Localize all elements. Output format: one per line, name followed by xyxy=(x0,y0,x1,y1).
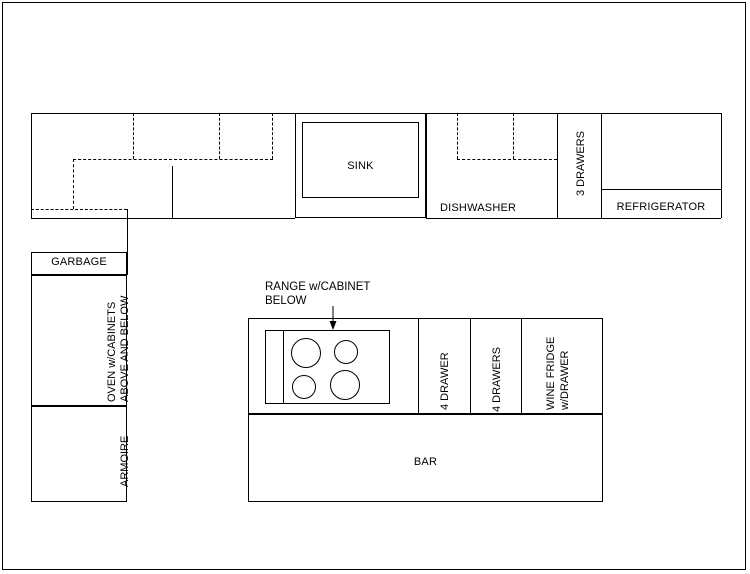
upper-cabinet-divider-dashed-4 xyxy=(457,113,458,159)
upper-cabinet-lower-dashed xyxy=(31,209,127,210)
drawers-3-label: 3 DRAWERS xyxy=(575,131,587,196)
sink-label: SINK xyxy=(347,160,374,172)
armoire-label: ARMOIRE xyxy=(119,435,131,487)
wine-fridge-left-edge xyxy=(521,318,522,414)
drawers-4-label: 4 DRAWERS xyxy=(491,347,503,412)
garbage-label: GARBAGE xyxy=(51,256,107,268)
range-callout-line1: RANGE w/CABINET xyxy=(265,281,371,293)
wine-fridge-label-line2: w/DRAWER xyxy=(559,350,571,410)
upper-cabinet-divider-dashed-3 xyxy=(272,113,273,159)
wine-fridge-label-line1: WINE FRIDGE xyxy=(545,336,557,410)
upper-cabinet-divider-dashed-5 xyxy=(513,113,514,159)
upper-cabinet-front-dashed xyxy=(73,159,273,160)
bar-label: BAR xyxy=(413,456,438,468)
range-burner-bottom-right xyxy=(330,370,360,400)
drawer-4-left-edge xyxy=(418,318,419,414)
counter-right-edge xyxy=(721,113,722,218)
upper-cabinet-divider-dashed-2 xyxy=(219,113,220,159)
dishwasher-left-edge xyxy=(426,113,427,218)
upper-cabinet-divider-dashed-1 xyxy=(133,113,134,159)
oven-label-line1: OVEN w/CABINETS xyxy=(106,301,118,402)
upper-cabinet-side-dashed xyxy=(73,159,74,209)
drawer-4-label: 4 DRAWER xyxy=(439,352,451,410)
armoire-unit xyxy=(31,406,127,502)
range-burner-top-left xyxy=(291,338,321,368)
refrigerator-label: REFRIGERATOR xyxy=(616,201,706,213)
range-burner-top-right xyxy=(334,340,358,364)
range-callout-arrow xyxy=(326,306,340,330)
dishwasher-label: DISHWASHER xyxy=(440,202,517,214)
counter-left-edge xyxy=(31,113,32,218)
left-run-right-edge-upper xyxy=(127,209,128,275)
oven-label-line2: ABOVE AND BELOW xyxy=(119,295,131,402)
counter-bottom-edge-right xyxy=(426,218,721,219)
drawers-3-left-edge xyxy=(557,113,558,218)
counter-bottom-edge-left xyxy=(31,218,295,219)
drawers-4-left-edge xyxy=(470,318,471,414)
upper-cabinet-front-dashed-2 xyxy=(457,159,557,160)
range-burner-bottom-left xyxy=(292,375,316,399)
range-control-panel-divider xyxy=(283,330,284,404)
refrigerator-front-line xyxy=(601,189,721,190)
cabinet-divider-solid xyxy=(172,166,173,218)
range-callout-line2: BELOW xyxy=(265,295,307,307)
